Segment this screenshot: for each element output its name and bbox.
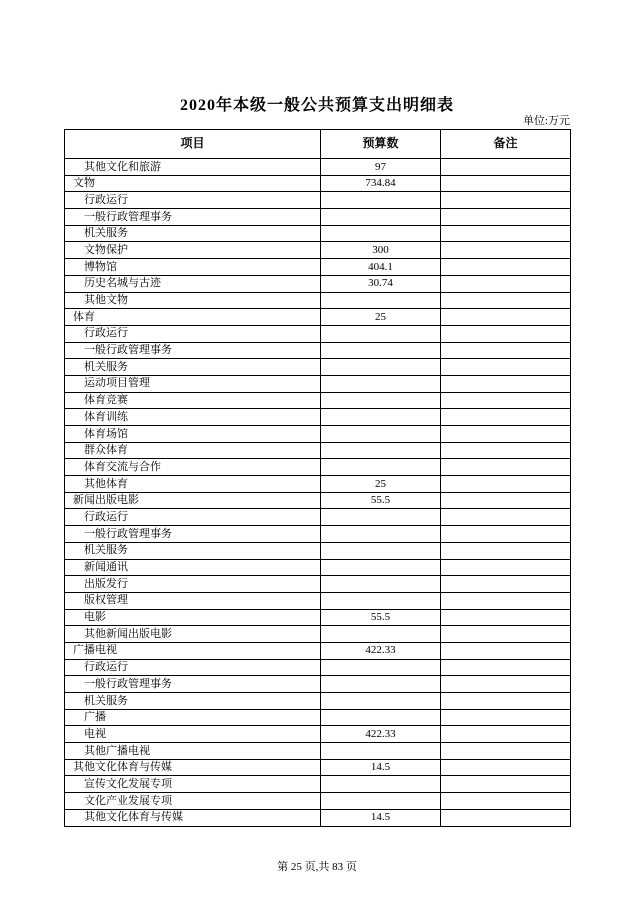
budget-cell: [321, 559, 441, 576]
budget-cell: 300: [321, 242, 441, 259]
item-cell: 机关服务: [65, 542, 321, 559]
note-cell: [441, 476, 571, 493]
table-row: [65, 743, 571, 760]
budget-cell: 97: [321, 159, 441, 176]
table-row: [65, 592, 571, 609]
table-header: [65, 130, 571, 159]
note-cell: [441, 492, 571, 509]
budget-cell: [321, 409, 441, 426]
budget-cell: [321, 793, 441, 810]
table-row: [65, 509, 571, 526]
table-row: [65, 726, 571, 743]
budget-cell: [321, 526, 441, 543]
item-cell: 电视: [65, 726, 321, 743]
table-row: [65, 359, 571, 376]
note-cell: [441, 759, 571, 776]
table-row: [65, 192, 571, 209]
note-cell: [441, 259, 571, 276]
table-row: [65, 375, 571, 392]
table-row: [65, 626, 571, 643]
note-cell: [441, 676, 571, 693]
table-row: [65, 492, 571, 509]
note-cell: [441, 292, 571, 309]
item-cell: 文物: [65, 175, 321, 192]
table-row: [65, 442, 571, 459]
budget-cell: 14.5: [321, 809, 441, 826]
note-cell: [441, 642, 571, 659]
table-row: [65, 809, 571, 826]
header-budget: 预算数: [321, 130, 441, 159]
item-cell: 其他文化体育与传媒: [65, 759, 321, 776]
table-row: [65, 242, 571, 259]
note-cell: [441, 342, 571, 359]
note-cell: [441, 809, 571, 826]
note-cell: [441, 392, 571, 409]
page-title: 2020年本级一般公共预算支出明细表: [179, 97, 454, 114]
note-cell: [441, 275, 571, 292]
table-row: [65, 275, 571, 292]
budget-cell: [321, 509, 441, 526]
note-cell: [441, 559, 571, 576]
item-cell: 广播电视: [65, 642, 321, 659]
table-row: [65, 325, 571, 342]
item-cell: 新闻出版电影: [65, 492, 321, 509]
item-cell: 其他文化体育与传媒: [65, 809, 321, 826]
note-cell: [441, 242, 571, 259]
item-cell: 体育交流与合作: [65, 459, 321, 476]
item-cell: 其他文物: [65, 292, 321, 309]
item-cell: 一般行政管理事务: [65, 676, 321, 693]
item-cell: 行政运行: [65, 659, 321, 676]
item-cell: 体育: [65, 309, 321, 326]
budget-cell: [321, 225, 441, 242]
table-row: [65, 576, 571, 593]
item-cell: 运动项目管理: [65, 375, 321, 392]
item-cell: 机关服务: [65, 359, 321, 376]
budget-cell: 25: [321, 476, 441, 493]
note-cell: [441, 459, 571, 476]
item-cell: 历史名城与古迹: [65, 275, 321, 292]
note-cell: [441, 793, 571, 810]
table-row: [65, 476, 571, 493]
item-cell: 体育场馆: [65, 426, 321, 443]
item-cell: 机关服务: [65, 693, 321, 710]
table-row: [65, 392, 571, 409]
item-cell: 一般行政管理事务: [65, 526, 321, 543]
note-cell: [441, 225, 571, 242]
table-row: [65, 559, 571, 576]
table-row: [65, 642, 571, 659]
note-cell: [441, 743, 571, 760]
page-number: 第 25 页,共 83 页: [277, 861, 357, 873]
note-cell: [441, 309, 571, 326]
table-row: [65, 693, 571, 710]
table-row: [65, 342, 571, 359]
header-note: 备注: [441, 130, 571, 159]
note-cell: [441, 542, 571, 559]
item-cell: 体育竞赛: [65, 392, 321, 409]
budget-cell: [321, 359, 441, 376]
note-cell: [441, 576, 571, 593]
note-cell: [441, 509, 571, 526]
item-cell: 新闻通讯: [65, 559, 321, 576]
budget-cell: [321, 459, 441, 476]
item-cell: 体育训练: [65, 409, 321, 426]
item-cell: 行政运行: [65, 192, 321, 209]
budget-cell: [321, 626, 441, 643]
unit-label: 单位:万元: [522, 115, 570, 127]
budget-cell: [321, 676, 441, 693]
header-item: 项目: [65, 130, 321, 159]
note-cell: [441, 159, 571, 176]
note-cell: [441, 325, 571, 342]
budget-cell: [321, 342, 441, 359]
budget-cell: 25: [321, 309, 441, 326]
item-cell: 文化产业发展专项: [65, 793, 321, 810]
item-cell: 群众体育: [65, 442, 321, 459]
budget-cell: [321, 743, 441, 760]
note-cell: [441, 375, 571, 392]
item-cell: 版权管理: [65, 592, 321, 609]
item-cell: 文物保护: [65, 242, 321, 259]
budget-cell: [321, 325, 441, 342]
item-cell: 行政运行: [65, 325, 321, 342]
budget-table: [64, 129, 571, 827]
note-cell: [441, 709, 571, 726]
item-cell: 其他文化和旅游: [65, 159, 321, 176]
budget-cell: 14.5: [321, 759, 441, 776]
budget-cell: 55.5: [321, 492, 441, 509]
note-cell: [441, 409, 571, 426]
budget-cell: [321, 659, 441, 676]
budget-cell: [321, 392, 441, 409]
table-row: [65, 526, 571, 543]
item-cell: 其他广播电视: [65, 743, 321, 760]
budget-cell: [321, 192, 441, 209]
budget-cell: [321, 209, 441, 226]
table-row: [65, 759, 571, 776]
item-cell: 广播: [65, 709, 321, 726]
note-cell: [441, 192, 571, 209]
item-cell: 其他新闻出版电影: [65, 626, 321, 643]
note-cell: [441, 693, 571, 710]
budget-cell: 404.1: [321, 259, 441, 276]
budget-cell: [321, 576, 441, 593]
table-row: [65, 225, 571, 242]
item-cell: 博物馆: [65, 259, 321, 276]
budget-cell: [321, 442, 441, 459]
note-cell: [441, 209, 571, 226]
table-row: [65, 609, 571, 626]
note-cell: [441, 175, 571, 192]
note-cell: [441, 526, 571, 543]
table-row: [65, 409, 571, 426]
budget-cell: 422.33: [321, 642, 441, 659]
budget-cell: 30.74: [321, 275, 441, 292]
table-row: [65, 426, 571, 443]
note-cell: [441, 426, 571, 443]
table-row: [65, 709, 571, 726]
item-cell: 一般行政管理事务: [65, 209, 321, 226]
budget-cell: [321, 542, 441, 559]
item-cell: 电影: [65, 609, 321, 626]
note-cell: [441, 592, 571, 609]
note-cell: [441, 442, 571, 459]
note-cell: [441, 659, 571, 676]
budget-cell: [321, 375, 441, 392]
budget-cell: [321, 426, 441, 443]
table-row: [65, 776, 571, 793]
table-row: [65, 659, 571, 676]
table-body: [65, 159, 571, 827]
table-row: [65, 209, 571, 226]
table-row: [65, 259, 571, 276]
item-cell: 机关服务: [65, 225, 321, 242]
table-row: [65, 175, 571, 192]
note-cell: [441, 626, 571, 643]
budget-cell: [321, 693, 441, 710]
budget-cell: 55.5: [321, 609, 441, 626]
budget-cell: [321, 709, 441, 726]
table-row: [65, 309, 571, 326]
table-row: [65, 793, 571, 810]
note-cell: [441, 776, 571, 793]
note-cell: [441, 609, 571, 626]
budget-cell: [321, 292, 441, 309]
item-cell: 行政运行: [65, 509, 321, 526]
note-cell: [441, 359, 571, 376]
note-cell: [441, 726, 571, 743]
header-row: [65, 130, 571, 159]
table-row: [65, 542, 571, 559]
budget-cell: 422.33: [321, 726, 441, 743]
table-row: [65, 159, 571, 176]
item-cell: 其他体育: [65, 476, 321, 493]
table-row: [65, 292, 571, 309]
budget-cell: [321, 776, 441, 793]
table-row: [65, 459, 571, 476]
item-cell: 一般行政管理事务: [65, 342, 321, 359]
table-row: [65, 676, 571, 693]
budget-cell: 734.84: [321, 175, 441, 192]
item-cell: 宣传文化发展专项: [65, 776, 321, 793]
budget-cell: [321, 592, 441, 609]
item-cell: 出版发行: [65, 576, 321, 593]
